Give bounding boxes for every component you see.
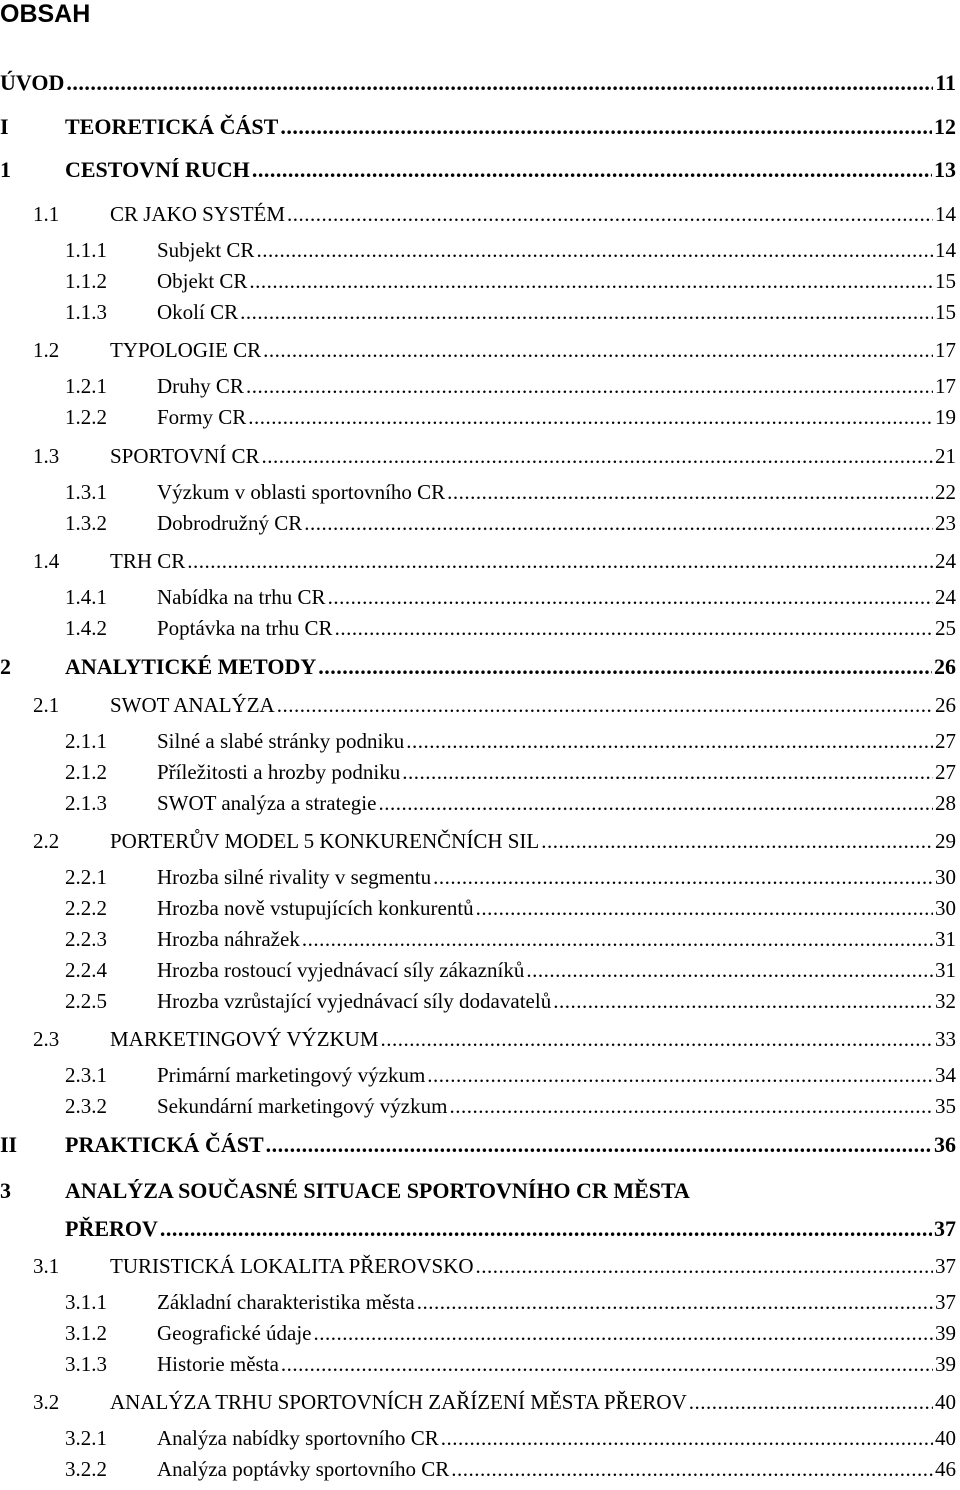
dot-leader [541,828,933,854]
toc-entry-title: Okolí CR [157,300,239,324]
toc-entry-title: Historie města [157,1352,279,1376]
toc-entry-title: PORTERŮV MODEL 5 KONKURENČNÍCH SIL [110,829,540,853]
toc-entry-number: 1.2.1 [65,374,107,398]
toc-entry[interactable] [0,926,956,952]
toc-entry-number: 1.3.2 [65,511,107,535]
toc-entry-page: 30 [935,865,956,889]
toc-entry-title: Příležitosti a hrozby podniku [157,760,401,784]
toc-entry-page: 37 [934,1216,956,1241]
toc-entry-page: 15 [935,269,956,293]
toc-entry-page: 21 [935,444,956,468]
toc-entry-number: 3.2.1 [65,1426,107,1450]
toc-entry-page: 14 [935,238,956,262]
toc-entry-number: 2.2 [33,829,60,853]
dot-leader [526,957,933,983]
toc-entry-number: 2.1.2 [65,760,107,784]
toc-entry[interactable] [0,1351,956,1377]
toc-entry[interactable] [0,1425,956,1451]
dot-leader [66,70,933,96]
dot-leader [277,692,933,718]
toc-entry[interactable] [0,510,956,536]
toc-entry-number: 3.1.2 [65,1321,107,1345]
toc-entry-title: MARKETINGOVÝ VÝZKUM [110,1027,379,1051]
toc-entry[interactable] [0,692,956,718]
toc-entry[interactable] [0,373,956,399]
dot-leader [252,157,932,183]
toc-entry-title: Poptávka na trhu CR [157,616,333,640]
toc-entry-page: 27 [935,760,956,784]
toc-entry-page: 39 [935,1352,956,1376]
toc-entry-number: 1.1 [33,202,60,226]
toc-entry-number: 2.2.2 [65,896,107,920]
toc-entry[interactable] [0,548,956,574]
toc-entry-page: 26 [934,654,956,679]
toc-entry[interactable] [0,201,956,227]
toc-entry[interactable] [0,1178,690,1204]
toc-entry-number: 1.1.3 [65,300,107,324]
toc-entry-number: 3 [0,1178,11,1203]
toc-entry-title: SWOT ANALÝZA [110,693,275,717]
dot-leader [249,268,933,294]
toc-entry-title: Analýza nabídky sportovního CR [157,1426,439,1450]
toc-entry-page: 28 [935,791,956,815]
toc-entry-title: Hrozba vzrůstající vyjednávací síly dodavatelů [157,989,552,1013]
toc-entry-page: 34 [935,1063,956,1087]
toc-entry-title: TURISTICKÁ LOKALITA PŘEROVSKO [110,1254,474,1278]
dot-leader [402,759,933,785]
toc-entry-page: 23 [935,511,956,535]
toc-entry-title: CESTOVNÍ RUCH [65,157,250,182]
toc-entry-number: 3.2 [33,1390,60,1414]
toc-entry-number: 2.2.4 [65,958,107,982]
toc-entry[interactable] [0,1093,956,1119]
dot-leader [187,548,933,574]
toc-entry-number: 2.2.1 [65,865,107,889]
toc-entry-number: 1.3 [33,444,60,468]
toc-entry-number: 2.3 [33,1027,60,1051]
dot-leader [248,404,933,430]
toc-entry-page: 35 [935,1094,956,1118]
toc-entry[interactable] [0,654,956,680]
toc-entry-page: 15 [935,300,956,324]
toc-entry-page: 17 [935,374,956,398]
dot-leader [287,201,933,227]
toc-entry-title: Analýza poptávky sportovního CR [157,1457,450,1481]
toc-entry-page: 24 [935,549,956,573]
toc-entry[interactable] [0,337,956,363]
toc-entry-page: 32 [935,989,956,1013]
toc-entry-number: I [0,114,9,139]
toc-entry-number: 2.1.1 [65,729,107,753]
toc-entry-page: 19 [935,405,956,429]
toc-entry[interactable] [0,728,956,754]
toc-entry-number: 3.1.1 [65,1290,107,1314]
toc-entry[interactable] [0,828,956,854]
toc-entry-page: 26 [935,693,956,717]
dot-leader [441,1425,933,1451]
toc-entry-page: 46 [935,1457,956,1481]
toc-entry-number: 2.3.1 [65,1063,107,1087]
toc-entry[interactable] [0,615,956,641]
toc-entry-title: Hrozba nově vstupujících konkurentů [157,896,474,920]
toc-entry[interactable] [0,443,956,469]
toc-entry-title: TRH CR [110,549,186,573]
toc-entry-number: 3.2.2 [65,1457,107,1481]
dot-leader [318,654,932,680]
toc-entry-title: ÚVOD [0,70,65,95]
dot-leader [304,510,933,536]
dot-leader [160,1216,932,1242]
dot-leader [328,584,933,610]
dot-leader [417,1289,933,1315]
toc-entry-title: CR JAKO SYSTÉM [110,202,286,226]
toc-entry-page: 37 [935,1290,956,1314]
toc-entry[interactable] [0,1253,956,1279]
toc-entry-title: TYPOLOGIE CR [110,338,262,362]
toc-entry-number: 1.4.2 [65,616,107,640]
toc-entry-page: 37 [935,1254,956,1278]
toc-entry-number: 2 [0,654,11,679]
dot-leader [427,1062,933,1088]
dot-leader [261,443,933,469]
toc-entry-page: 30 [935,896,956,920]
toc-entry-page: 29 [935,829,956,853]
dot-leader [433,864,933,890]
toc-entry-title: Hrozba silné rivality v segmentu [157,865,432,889]
toc-entry-number: 2.1 [33,693,60,717]
toc-entry[interactable] [0,584,956,610]
toc-entry-page: 22 [935,480,956,504]
toc-entry[interactable] [0,299,956,325]
toc-entry-number: 1.1.1 [65,238,107,262]
toc-entry[interactable] [0,237,956,263]
toc-entry[interactable] [0,114,956,140]
dot-leader [381,1026,933,1052]
toc-entry-number: 1 [0,157,11,182]
dot-leader [553,988,933,1014]
dot-leader [263,337,933,363]
toc-entry-title: ANALÝZA TRHU SPORTOVNÍCH ZAŘÍZENÍ MĚSTA PŘEROV [110,1390,687,1414]
toc-entry-page: 12 [934,114,956,139]
toc-entry[interactable] [0,1456,956,1482]
toc-entry-number: 1.1.2 [65,269,107,293]
toc-entry-page: 33 [935,1027,956,1051]
page-title: OBSAH [0,0,91,28]
toc-entry[interactable] [0,404,956,430]
dot-leader [335,615,933,641]
toc-entry-page: 13 [934,157,956,182]
toc-entry-number: 3.1 [33,1254,60,1278]
toc-entry-number: 3.1.3 [65,1352,107,1376]
dot-leader [240,299,933,325]
toc-entry-number: 1.3.1 [65,480,107,504]
toc-entry-page: 31 [935,958,956,982]
dot-leader [451,1456,933,1482]
dot-leader [246,373,933,399]
toc-entry-title: Objekt CR [157,269,248,293]
toc-entry-page: 31 [935,927,956,951]
toc-entry[interactable] [0,790,956,816]
toc-entry-page: 24 [935,585,956,609]
toc-entry-page: 36 [934,1132,956,1157]
toc-entry-number: 2.1.3 [65,791,107,815]
toc-entry-page: 17 [935,338,956,362]
toc-entry-page: 40 [935,1390,956,1414]
toc-entry[interactable] [0,479,956,505]
toc-entry-title: ANALÝZA SOUČASNÉ SITUACE SPORTOVNÍHO CR MĚSTA [65,1178,690,1203]
toc-entry-title: Silné a slabé stránky podniku [157,729,405,753]
toc-entry-title: PŘEROV [65,1216,158,1241]
toc-entry-page: 40 [935,1426,956,1450]
toc-entry[interactable] [0,864,956,890]
toc-entry-number: 1.4.1 [65,585,107,609]
toc-entry-title: Hrozba rostoucí vyjednávací síly zákazníků [157,958,525,982]
toc-entry-title: Geografické údaje [157,1321,312,1345]
toc-entry-title: SPORTOVNÍ CR [110,444,260,468]
toc-entry[interactable] [0,1062,956,1088]
dot-leader [302,926,933,952]
toc-entry-title: ANALYTICKÉ METODY [65,654,317,679]
toc-entry-title: Nabídka na trhu CR [157,585,326,609]
toc-entry-page: 25 [935,616,956,640]
toc-entry[interactable] [0,1320,956,1346]
toc-entry-page: 27 [935,729,956,753]
toc-entry[interactable] [0,1026,956,1052]
dot-leader [256,237,933,263]
toc-entry-number: 2.2.5 [65,989,107,1013]
toc-entry[interactable] [0,157,956,183]
toc-entry-title: Formy CR [157,405,247,429]
dot-leader [314,1320,934,1346]
dot-leader [281,1351,933,1377]
toc-entry[interactable] [0,895,956,921]
dot-leader [476,1253,934,1279]
dot-leader [447,479,933,505]
toc-entry-number: 1.2.2 [65,405,107,429]
toc-entry[interactable] [0,1289,956,1315]
toc-entry-title: PRAKTICKÁ ČÁST [65,1132,264,1157]
toc-entry[interactable] [0,1216,956,1242]
toc-entry-page: 14 [935,202,956,226]
toc-entry[interactable] [0,988,956,1014]
dot-leader [449,1093,933,1119]
toc-entry[interactable] [0,268,956,294]
toc-entry-title: Dobrodružný CR [157,511,303,535]
dot-leader [476,895,933,921]
dot-leader [280,114,932,140]
dot-leader [378,790,933,816]
toc-entry-title: Sekundární marketingový výzkum [157,1094,448,1118]
toc-entry-number: 1.4 [33,549,60,573]
toc-entry-title: Primární marketingový výzkum [157,1063,426,1087]
dot-leader [406,728,933,754]
toc-entry-title: TEORETICKÁ ČÁST [65,114,279,139]
toc-entry-title: Základní charakteristika města [157,1290,415,1314]
toc-entry-number: 2.3.2 [65,1094,107,1118]
toc-entry-title: Druhy CR [157,374,244,398]
toc-entry-page: 11 [935,70,956,95]
toc-entry-title: Hrozba náhražek [157,927,300,951]
toc-entry-title: Výzkum v oblasti sportovního CR [157,480,446,504]
toc-entry-page: 39 [935,1321,956,1345]
toc-entry[interactable] [0,957,956,983]
toc-entry-number: 1.2 [33,338,60,362]
dot-leader [266,1132,932,1158]
toc-entry[interactable] [0,759,956,785]
toc-entry[interactable] [0,70,956,96]
toc-entry[interactable] [0,1132,956,1158]
toc-entry-number: 2.2.3 [65,927,107,951]
toc-entry-title: SWOT analýza a strategie [157,791,377,815]
toc-entry[interactable] [0,1389,956,1415]
toc-entry-title: Subjekt CR [157,238,255,262]
toc-entry-number: II [0,1132,18,1157]
dot-leader [689,1389,933,1415]
